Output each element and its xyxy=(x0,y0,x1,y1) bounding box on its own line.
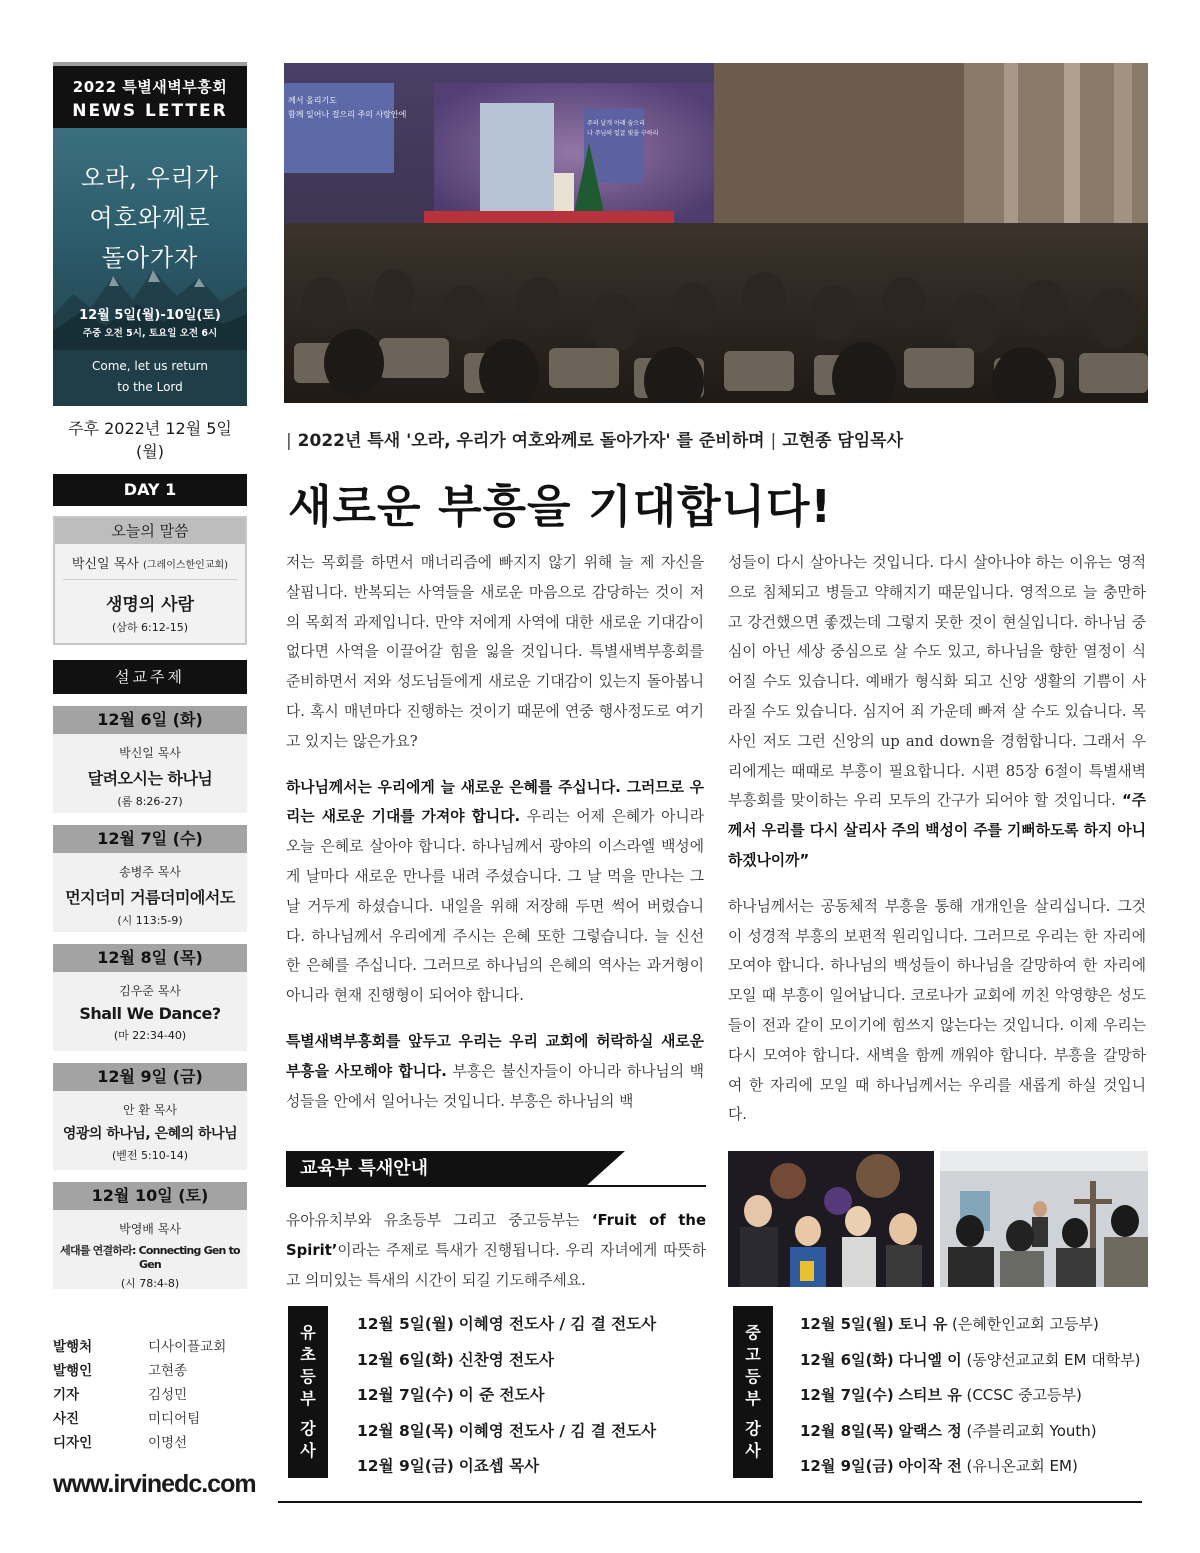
sermon-preacher: 박신일 목사 xyxy=(119,746,181,760)
sermon-title: 영광의 하나님, 은혜의 하나님 xyxy=(62,1126,238,1142)
credit-row xyxy=(53,1407,247,1431)
schedule-speaker: 다니엘 이 xyxy=(898,1350,962,1369)
sermon-card xyxy=(53,944,247,1051)
credit-value: 미디어팀 xyxy=(148,1411,201,1427)
sermon-date: 12월 8일 (목) xyxy=(53,944,247,972)
youth-speakers-label xyxy=(733,1306,773,1478)
education-section-tag xyxy=(286,1151,706,1187)
children-worship-photo xyxy=(728,1151,934,1287)
schedule-speaker: 알랙스 정 xyxy=(898,1421,962,1440)
credit-key: 사진 xyxy=(53,1411,80,1427)
poster-title-line: 여호와께로 xyxy=(89,204,211,232)
schedule-date: 12월 9일(금) xyxy=(357,1457,454,1476)
newsletter-subtitle: NEWS LETTER xyxy=(72,101,228,121)
hero-photo xyxy=(284,63,1148,403)
vertical-char: 유 xyxy=(300,1323,316,1342)
schedule-speaker: 이죠셉 목사 xyxy=(458,1457,540,1476)
article-paragraph xyxy=(286,773,704,1011)
schedule-speaker: 아이작 전 xyxy=(898,1457,962,1476)
sermon-title: Shall We Dance? xyxy=(79,1004,221,1023)
poster-title xyxy=(53,128,247,278)
schedule-date: 12월 6일(화) xyxy=(357,1350,454,1369)
worship-service-photo xyxy=(284,63,1148,403)
sermon-ref: (마 22:34-40) xyxy=(113,1029,187,1042)
education-text: 이라는 주제로 특새가 진행됩니다. 우리 자녀에게 따뜻하고 의미있는 특새의 시간이 되길 기도해주세요. xyxy=(286,1241,706,1289)
day-label: DAY 1 xyxy=(53,474,247,506)
poster-dates: 12월 5일(월)-10일(토) xyxy=(79,308,221,323)
schedule-item xyxy=(800,1310,1141,1346)
poster-english-line: Come, let us return xyxy=(91,359,209,373)
sermon-title: 세대를 연결하라: Connecting Gen to Gen xyxy=(60,1244,240,1271)
credit-row xyxy=(53,1359,247,1383)
vertical-char: 부 xyxy=(300,1389,316,1408)
website-link[interactable]: www.irvinedc.com xyxy=(53,1470,256,1498)
poster-english-line: to the Lord xyxy=(117,380,183,394)
schedule-date: 12월 7일(수) xyxy=(357,1386,454,1405)
credit-key: 발행인 xyxy=(53,1363,93,1379)
vertical-char: 초 xyxy=(300,1345,316,1364)
schedule-speaker: 이혜영 전도사 / 김 결 전도사 xyxy=(458,1421,657,1440)
issue-date: 주후 2022년 12월 5일 (월) xyxy=(68,419,232,461)
emphasis-text: 특별새벽부흥회를 앞두고 우리는 우리 교회에 허락하실 새로운 부흥을 사모해야 합니다. xyxy=(286,1032,704,1080)
education-description xyxy=(286,1206,706,1295)
vertical-char: 등 xyxy=(300,1367,316,1386)
vertical-char: 고 xyxy=(745,1345,761,1364)
poster-title-line: 오라, 우리가 xyxy=(80,164,220,192)
schedule-speaker: 이혜영 전도사 / 김 결 전도사 xyxy=(458,1315,657,1333)
article-subhead xyxy=(286,426,903,451)
credit-row xyxy=(53,1431,247,1455)
sermon-ref: (벧전 5:10-14) xyxy=(112,1149,188,1162)
article-paragraph xyxy=(728,548,1146,876)
schedule-date: 12월 7일(수) xyxy=(800,1386,894,1405)
schedule-item xyxy=(800,1417,1141,1453)
sermon-preacher: 안 환 목사 xyxy=(123,1103,177,1117)
credit-key: 기자 xyxy=(53,1387,80,1403)
article-headline: 새로운 부흥을 기대합니다! xyxy=(288,480,833,533)
elementary-schedule xyxy=(357,1310,656,1488)
vertical-char: 등 xyxy=(745,1367,761,1386)
todays-word-box xyxy=(53,516,247,645)
subhead-quote: '오라, 우리가 여호와께로 돌아가자' xyxy=(406,431,671,451)
scripture-quote: “주께서 우리를 다시 살리사 주의 백성이 주를 기뻐하도록 하지 아니하겠나이까” xyxy=(728,792,1147,869)
sermon-card xyxy=(53,825,247,932)
schedule-speaker: 토니 유 xyxy=(898,1315,948,1333)
schedule-item xyxy=(357,1346,656,1382)
schedule-item xyxy=(800,1452,1141,1488)
vertical-char: 부 xyxy=(745,1389,761,1408)
schedule-church: (은혜한인교회 고등부) xyxy=(951,1315,1099,1333)
vertical-char: 사 xyxy=(745,1441,761,1460)
credit-row xyxy=(53,1383,247,1407)
schedule-item xyxy=(800,1381,1141,1417)
poster-english xyxy=(53,350,247,406)
article-paragraph xyxy=(286,1027,704,1116)
sermon-date: 12월 10일 (토) xyxy=(53,1182,247,1210)
todays-word-preacher-line xyxy=(63,544,237,580)
credit-value: 디사이플교회 xyxy=(148,1339,227,1355)
emphasis-text: 하나님께서는 우리에게 늘 새로운 은혜를 주십니다. 그러므로 우리는 새로운 기대를 가져야 합니다. xyxy=(286,778,704,826)
education-heading: 교육부 특새안내 xyxy=(286,1151,586,1187)
schedule-speaker: 이 준 전도사 xyxy=(458,1386,545,1405)
tag-slant xyxy=(585,1151,625,1187)
sermon-ref: (시 78:4-8) xyxy=(120,1277,180,1290)
article-column-left xyxy=(286,548,704,1132)
slide-left-text: 께서 올리기도 xyxy=(288,96,337,105)
elementary-speakers-label xyxy=(288,1306,328,1478)
slide-left-text: 함께 일어나 걸으리 주의 사랑안에 xyxy=(288,110,407,119)
sermon-card xyxy=(53,1063,247,1170)
todays-word-heading: 오늘의 말씀 xyxy=(55,518,245,544)
bottom-rule xyxy=(278,1501,1142,1503)
subhead-separator: | xyxy=(286,431,292,451)
schedule-item xyxy=(357,1452,656,1488)
sermon-title: 먼지더미 거름더미에서도 xyxy=(65,888,235,907)
sermon-ref: (시 113:5-9) xyxy=(117,914,183,927)
schedule-church: (CCSC 중고등부) xyxy=(966,1386,1082,1405)
event-poster xyxy=(53,128,247,406)
newsletter-masthead xyxy=(53,66,247,128)
schedule-speaker: 신찬영 전도사 xyxy=(458,1350,555,1369)
sermon-date: 12월 7일 (수) xyxy=(53,825,247,853)
vertical-char: 중 xyxy=(745,1323,761,1342)
article-column-right xyxy=(728,548,1146,1146)
schedule-church: (유니온교회 EM) xyxy=(966,1457,1078,1476)
todays-word-church: (그레이스한인교회) xyxy=(142,560,229,571)
tag-underline xyxy=(286,1185,706,1187)
credit-value: 고현종 xyxy=(148,1363,188,1379)
schedule-item xyxy=(357,1310,656,1346)
sermon-preacher: 송병주 목사 xyxy=(119,865,181,879)
slide-right-text: 나 주님의 얼굴 빛을 구하리 xyxy=(587,130,659,137)
youth-schedule xyxy=(800,1310,1141,1488)
subhead-part1: 2022년 특새 xyxy=(297,431,401,451)
credit-value: 이명선 xyxy=(148,1435,188,1451)
schedule-church: (동양선교교회 EM 대학부) xyxy=(966,1350,1141,1369)
subhead-separator: | xyxy=(770,431,777,451)
credit-key: 디자인 xyxy=(53,1435,93,1451)
vertical-char xyxy=(733,1410,773,1418)
schedule-date: 12월 6일(화) xyxy=(800,1350,894,1369)
subhead-part2: 를 준비하며 xyxy=(676,431,765,451)
vertical-char: 사 xyxy=(300,1441,316,1460)
todays-word-preacher: 박신일 목사 xyxy=(71,557,139,572)
credit-row xyxy=(53,1335,247,1359)
schedule-date: 12월 8일(목) xyxy=(357,1421,454,1440)
paragraph-text: 부흥은 불신자들이 아니라 하나님의 백성들을 안에서 일어나는 것입니다. 부흥은 하나님의 백 xyxy=(286,1062,704,1110)
schedule-item xyxy=(357,1381,656,1417)
sermon-date: 12월 6일 (화) xyxy=(53,706,247,734)
vertical-char: 강 xyxy=(745,1419,761,1438)
subhead-author: 고현종 담임목사 xyxy=(782,431,904,451)
credit-value: 김성민 xyxy=(148,1387,188,1403)
youth-worship-photo xyxy=(940,1151,1148,1287)
sermon-card xyxy=(53,1182,247,1289)
schedule-item xyxy=(357,1417,656,1453)
schedule-date: 12월 9일(금) xyxy=(800,1457,894,1476)
sermon-preacher: 박영배 목사 xyxy=(119,1222,181,1236)
vertical-char xyxy=(288,1410,328,1418)
paragraph-text: 성들이 다시 살아나는 것입니다. 다시 살아나야 하는 이유는 영적으로 침체되고 병들고 약해지기 때문입니다. 영적으로 늘 충만하고 강건했으면 좋겠는데 그렇지 못한 것이 현실입니다. 하나님 중심이 아닌 세상 중심으로 살 수도 있고, 하나님을 향한 열정이 식어질 수도 있습니다. 예배가 형식화 되고 신앙 생활의 기쁨이 사라질 수도 있습니다. 심지어 죄 가운데 빠져 살 수도 있습니다. 목사인 저도 그런 신앙의 up and down을 경험합니다. 그래서 우리에게는 때때로 부흥이 필요합니다. 시편 85장 6절이 특별새벽부흥회를 맞이하는 우리 모두의 간구가 되어야 할 것입니다. xyxy=(728,554,1146,810)
kids-photo xyxy=(728,1151,934,1287)
sermon-date: 12월 9일 (금) xyxy=(53,1063,247,1091)
sermon-preacher: 김우준 목사 xyxy=(119,984,181,998)
todays-word-ref: (삼하 6:12-15) xyxy=(112,621,188,634)
schedule-date: 12월 5일(월) xyxy=(357,1315,454,1333)
newsletter-title: 2022 특별새벽부흥회 xyxy=(72,78,228,96)
article-paragraph: 저는 목회를 하면서 매너리즘에 빠지지 않기 위해 늘 제 자신을 살핍니다. 반복되는 사역들을 새로운 마음으로 감당하는 것이 저의 목회적 과제입니다. 만약 저에게 사역에 대한 새로운 기대감이 없다면 사역을 이끌어갈 힘을 잃을 것입니다. 특별새벽부흥회를 준비하면서 저와 성도님들에게 새로운 기대감이 있는지 돌아봅니다. 혹시 매년마다 진행하는 것이기 때문에 연중 행사정도로 여기고 있지는 않은가요? xyxy=(286,554,704,750)
sermon-card xyxy=(53,706,247,813)
sermon-title: 달려오시는 하나님 xyxy=(87,769,213,788)
education-text: 유아유치부와 유초등부 그리고 중고등부는 xyxy=(286,1212,592,1229)
article-paragraph: 하나님께서는 공동체적 부흥을 통해 개개인을 살리십니다. 그것이 성경적 부흥의 보편적 원리입니다. 그러므로 우리는 한 자리에 모여야 합니다. 하나님의 백성들이 하나님을 갈망하여 한 자리에 모일 때 부흥이 일어납니다. 코로나가 교회에 끼친 악영향은 성도들이 전과 같이 모이기에 힘쓰지 않는다는 것입니다. 이제 우리는 다시 모여야 합니다. 새벽을 함께 깨워야 합니다. 부흥을 갈망하여 한 자리에 모일 때 하나님께서는 우리를 새롭게 하실 것입니다. xyxy=(728,897,1146,1124)
sidebar xyxy=(53,62,247,1289)
credits xyxy=(53,1335,247,1455)
schedule-item xyxy=(800,1346,1141,1382)
poster-times: 주중 오전 5시, 토요일 오전 6시 xyxy=(82,328,218,339)
schedule-date: 12월 5일(월) xyxy=(800,1315,894,1333)
credit-key: 발행처 xyxy=(53,1339,93,1355)
slide-right-text: 주의 날개 아래 숨으리 xyxy=(587,120,645,127)
education-theme: ‘Fruit of the Spirit’ xyxy=(286,1212,706,1259)
sermon-ref: (롬 8:26-27) xyxy=(117,795,183,808)
paragraph-text: 우리는 어제 은혜가 아니라 오늘 은혜로 살아야 합니다. 하나님께서 광야의 이스라엘 백성에게 날마다 새로운 만나를 내려 주셨습니다. 그 날 먹을 만나는 그 날 거두게 하셨습니다. 내일을 위해 저장해 두면 썩어 버렸습니다. 하나님께서 우리에게 주시는 은혜 또한 그렇습니다. 늘 신선한 은혜를 주십니다. 그러므로 하나님의 은혜의 역사는 과거형이 아니라 현재 진행형이 되어야 합니다. xyxy=(286,808,705,1005)
sermon-topics-heading: 설교주제 xyxy=(53,660,247,694)
schedule-church: (주블리교회 Youth) xyxy=(966,1421,1097,1440)
todays-word-title: 생명의 사람 xyxy=(105,595,195,615)
vertical-char: 강 xyxy=(300,1419,316,1438)
youth-photo xyxy=(940,1151,1148,1287)
schedule-speaker: 스티브 유 xyxy=(898,1386,962,1405)
poster-title-line: 돌아가자 xyxy=(101,244,199,272)
schedule-date: 12월 8일(목) xyxy=(800,1421,894,1440)
